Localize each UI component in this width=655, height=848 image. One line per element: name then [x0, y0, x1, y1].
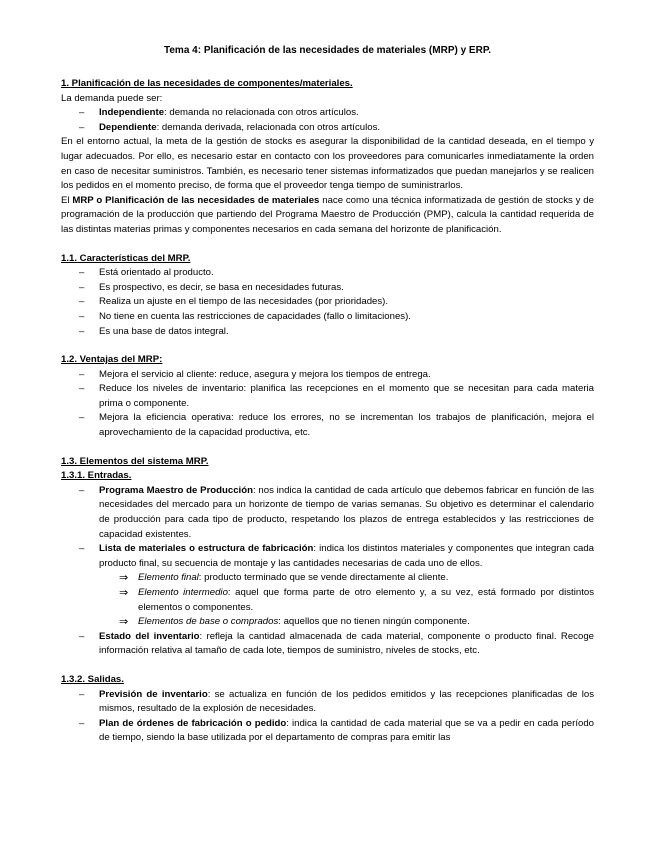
section-1-3-1-heading: 1.3.1. Entradas.	[61, 470, 132, 482]
document-title: Tema 4: Planificación de las necesidades de materiales (MRP) y ERP.	[164, 45, 491, 56]
list-item: ⇒ Elementos de base o comprados: aquellos que no tienen ningún componente.	[119, 616, 470, 629]
list-item: – Independiente: demanda no relacionada con otros artículos.	[61, 106, 594, 121]
list-item: – Dependiente: demanda derivada, relacionada con otros artículos.	[61, 121, 594, 136]
outputs-list	[61, 688, 594, 746]
demand-list	[61, 106, 594, 135]
list-item: – Es una base de datos integral.	[61, 325, 594, 340]
dash-bullet-icon: –	[79, 296, 85, 308]
list-item: – Realiza un ajuste en el tiempo de las necesidades (por prioridades).	[61, 295, 594, 310]
dash-bullet-icon: –	[79, 630, 85, 642]
list-item: – Mejora la eficiencia operativa: reduce los errores, no se incrementan los trabajos de planificación, mejora el aprovechamiento de la capacidad productiva, etc.	[79, 412, 594, 439]
dash-bullet-icon: –	[79, 281, 85, 293]
inputs-list	[61, 484, 594, 659]
list-item: ⇒ Elemento intermedio: aquel que forma parte de otro elemento y, a su vez, está formado por distintos elementos o componentes.	[119, 587, 594, 613]
paragraph: En el entorno actual, la meta de la gestión de stocks es asegurar la disponibilidad de la cantidad deseada, en el tiempo y lugar adecuados. Por ello, es necesario estar en contacto con los proveedores para comunicarles inmediatamente la orden en caso de necesitar suministros. También, es necesario tener sistemas informatizados que puedan manejarlos y se realicen los pedidos en el momento preciso, de forma que el proveedor tenga tiempo de suministrarlos.	[61, 136, 594, 192]
list-item: – Estado del inventario: refleja la cantidad almacenada de cada material, componente o producto final. Recoge información relativa al tamaño de cada lote, tiempos de suministro, niveles de stocks, etc.	[79, 630, 594, 657]
dash-bullet-icon: –	[79, 310, 85, 322]
dash-bullet-icon: –	[79, 121, 85, 133]
dash-bullet-icon: –	[79, 484, 85, 496]
paragraph-mrp-definition: El MRP o Planificación de las necesidades de materiales nace como una técnica informatizada de gestión de stocks y de programación de la producción que partiendo del Programa Maestro de Producción (PMP), calcula la cantidad requerida de las distintas materias primas y componentes necesarios en cada semana del horizonte de planificación.	[61, 194, 594, 235]
characteristics-list	[61, 266, 594, 339]
section-1-2-heading: 1.2. Ventajas del MRP:	[61, 354, 163, 366]
section-1-heading: 1. Planificación de las necesidades de componentes/materiales.	[61, 78, 353, 89]
arrow-bullet-icon: ⇒	[119, 616, 129, 629]
section-1-3-2-heading: 1.3.2. Salidas.	[61, 673, 124, 685]
dash-bullet-icon: –	[79, 543, 85, 555]
document-body	[61, 77, 594, 746]
list-item: – Está orientado al producto.	[61, 266, 594, 281]
dash-bullet-icon: –	[79, 383, 85, 395]
list-item: – Mejora el servicio al cliente: reduce, asegura y mejora los tiempos de entrega.	[61, 368, 594, 383]
arrow-bullet-icon: ⇒	[119, 572, 129, 585]
list-item: – No tiene en cuenta las restricciones de capacidades (fallo o limitaciones).	[61, 310, 594, 325]
advantages-list	[61, 368, 594, 441]
dash-bullet-icon: –	[79, 717, 85, 729]
dash-bullet-icon: –	[79, 688, 85, 700]
list-item: ⇒ Elemento final: producto terminado que se vende directamente al cliente.	[119, 572, 449, 585]
element-types-list	[61, 571, 594, 629]
section-1-1-heading: 1.1. Características del MRP.	[61, 252, 191, 264]
dash-bullet-icon: –	[79, 368, 85, 380]
list-item: – Reduce los niveles de inventario: planifica las recepciones en el momento que se necesitan para cada materia prima o componente.	[79, 383, 594, 409]
arrow-bullet-icon: ⇒	[119, 587, 129, 599]
list-item: – Es prospectivo, es decir, se basa en necesidades futuras.	[61, 281, 594, 296]
dash-bullet-icon: –	[79, 267, 85, 279]
dash-bullet-icon: –	[79, 325, 85, 337]
demand-intro: La demanda puede ser:	[61, 92, 163, 104]
dash-bullet-icon: –	[79, 412, 85, 424]
list-item: – Previsión de inventario: se actualiza en función de los pedidos emitidos y las recepciones planificadas de los mismos, resultado de la explosión de necesidades.	[79, 688, 594, 715]
list-item: – Lista de materiales o estructura de fabricación: indica los distintos materiales y componentes que integran cada producto final, su secuencia de montaje y las cantidades necesarias de cada uno de ellos. ⇒ Elemento final: producto terminado que se vende directamente al cliente. ⇒ Elemento intermedio: aquel que forma parte de otro elemento y, a su vez, está formado por distintos elementos o componentes. ⇒ Elementos de base o comprados: aquellos que no tienen ningún componente.	[61, 542, 594, 630]
list-item: – Programa Maestro de Producción: nos indica la cantidad de cada artículo que debemos fabricar en función de las necesidades del mercado para un horizonte de tiempo de varias semanas. Su objetivo es determinar el calendario de producción para cada tipo de producto, respetando los plazos de entrega establecidos y las restricciones de capacidad existentes.	[79, 484, 594, 540]
dash-bullet-icon: –	[79, 107, 85, 119]
list-item: – Plan de órdenes de fabricación o pedido: indica la cantidad de cada material que se va a pedir en cada período de tiempo, siendo la base utilizada por el departamento de compras para emitir las	[79, 717, 594, 744]
section-1-3-heading: 1.3. Elementos del sistema MRP.	[61, 455, 209, 467]
